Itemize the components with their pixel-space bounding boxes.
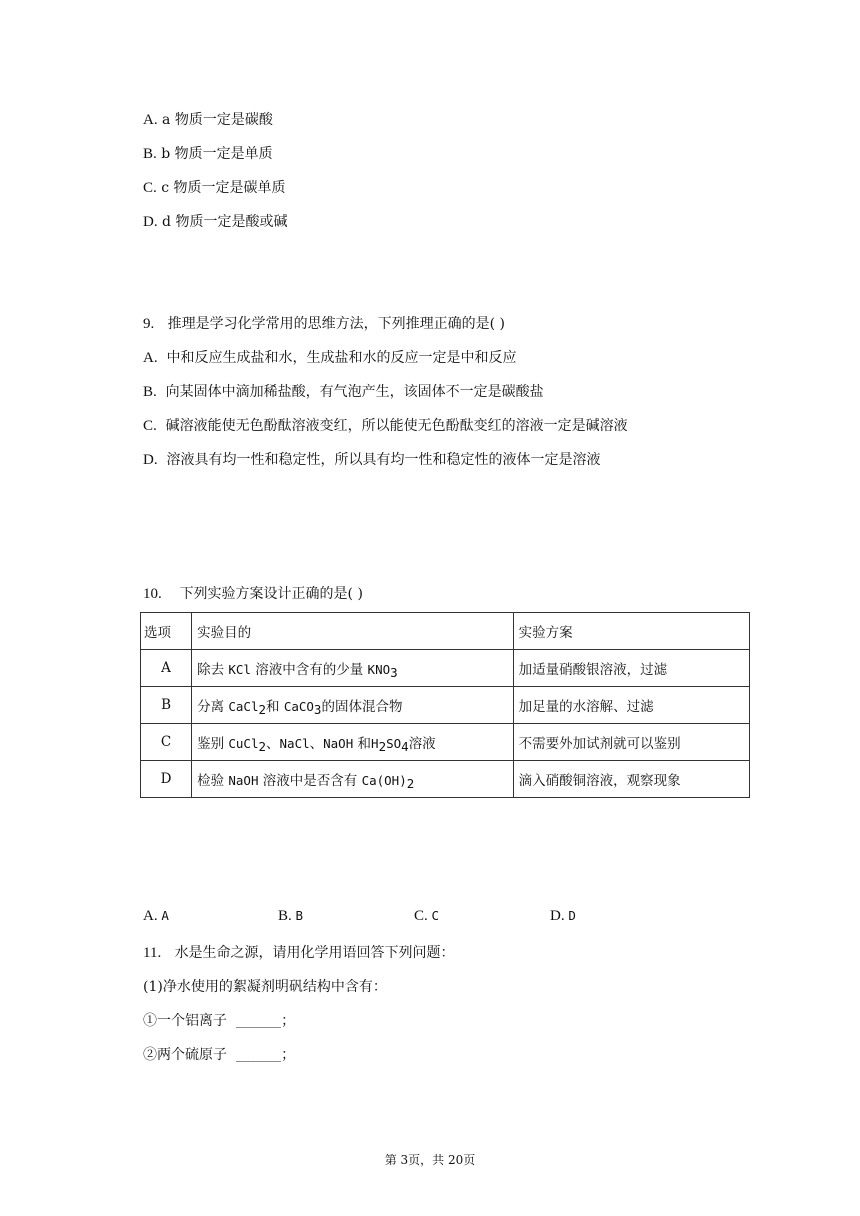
subscript: 3 [313, 702, 322, 717]
option-text: b 物质一定是单质 [161, 146, 273, 162]
purpose-fragment: H [371, 736, 379, 751]
q9-option-c [143, 416, 628, 436]
option-text: d 物质一定是酸或碱 [162, 214, 288, 230]
subscript: 2 [258, 739, 267, 754]
option-letter: D. [143, 214, 158, 230]
option-text: c 物质一定是碳单质 [161, 180, 286, 196]
answer-text: C [431, 908, 440, 923]
purpose-fragment: 和 [266, 699, 284, 715]
answer-letter: A. [143, 908, 158, 924]
answer-text: B [295, 908, 304, 923]
header-plan: 实验方案 [513, 613, 749, 650]
item-label: ①一个铝离子 [143, 1013, 227, 1029]
q8-option-b [143, 144, 273, 164]
purpose-fragment: 除去 [197, 662, 229, 678]
answer-letter: B. [278, 908, 292, 924]
subscript: 2 [378, 739, 387, 754]
q11-stem [143, 943, 455, 963]
header-option: 选项 [141, 613, 192, 650]
purpose-fragment: 溶液 [408, 736, 436, 752]
subscript: 3 [390, 665, 398, 680]
option-text: a 物质一定是碳酸 [162, 112, 273, 128]
purpose-fragment: NaOH [323, 736, 354, 751]
question-number: 10. [143, 586, 162, 602]
option-letter: A. [143, 112, 158, 128]
answer-text: A [161, 908, 169, 923]
subscript: 2 [406, 776, 415, 791]
q9-option-b [143, 382, 544, 402]
cell-purpose [192, 761, 514, 798]
q11-item-1 [143, 1011, 295, 1031]
item-end: ； [281, 1047, 296, 1063]
option-letter: B. [143, 384, 157, 400]
cell-option: C [141, 724, 192, 761]
cell-purpose [192, 650, 514, 687]
q9-stem [143, 314, 505, 334]
purpose-fragment: NaCl [279, 736, 310, 751]
item-label: ②两个硫原子 [143, 1047, 227, 1063]
answer-blank[interactable]: ______ [235, 1013, 282, 1028]
purpose-fragment: 的固体混合物 [321, 699, 403, 715]
table-row [141, 724, 750, 761]
question-stem: 下列实验方案设计正确的是( ) [179, 586, 363, 602]
purpose-fragment: SO [386, 736, 402, 751]
question-number: 9. [143, 316, 155, 332]
purpose-fragment: Ca(OH) [361, 773, 407, 788]
cell-plan: 加足量的水溶解、过滤 [513, 687, 749, 724]
purpose-fragment: 、 [309, 736, 324, 752]
q10-stem [143, 584, 363, 604]
q10-answer-a [143, 908, 169, 925]
purpose-fragment: KNO [367, 662, 391, 677]
experiment-table [140, 612, 750, 798]
question-stem: 推理是学习化学常用的思维方法，下列推理正确的是( ) [167, 316, 505, 332]
option-letter: B. [143, 146, 157, 162]
table-row [141, 761, 750, 798]
option-text: 溶液具有均一性和稳定性，所以具有均一性和稳定性的液体一定是溶液 [166, 452, 601, 468]
answer-letter: D. [550, 908, 565, 924]
cell-purpose [192, 724, 514, 761]
q11-sub1: (1)净水使用的絮凝剂明矾结构中含有： [143, 979, 387, 995]
table-row [141, 650, 750, 687]
q10-answer-d [550, 908, 576, 925]
q8-option-c [143, 178, 286, 198]
purpose-fragment: 检验 [197, 773, 229, 789]
question-stem: 水是生命之源，请用化学用语回答下列问题： [174, 945, 455, 961]
cell-plan: 不需要外加试剂就可以鉴别 [513, 724, 749, 761]
q9-option-d [143, 450, 601, 470]
answer-text: D [568, 908, 576, 923]
option-letter: D. [143, 452, 158, 468]
purpose-fragment: 溶液中含有的少量 [250, 662, 368, 678]
q8-option-a [143, 110, 273, 130]
answer-blank[interactable]: ______ [235, 1047, 282, 1062]
option-text: 碱溶液能使无色酚酞溶液变红，所以能使无色酚酞变红的溶液一定是碱溶液 [165, 418, 628, 434]
cell-purpose [192, 687, 514, 724]
q9-option-a [143, 348, 517, 368]
option-letter: A. [143, 350, 158, 366]
subscript: 2 [258, 702, 267, 717]
subscript: 4 [401, 739, 409, 754]
cell-option: A [141, 650, 192, 687]
q10-answer-c [414, 908, 439, 925]
table-row [141, 687, 750, 724]
page-footer: 第 3页，共 20页 [384, 1153, 476, 1167]
q8-option-d [143, 212, 287, 232]
purpose-fragment: CaCO [283, 699, 314, 714]
table-header-row [141, 613, 750, 650]
cell-option: D [141, 761, 192, 798]
purpose-fragment: 、 [266, 736, 280, 752]
purpose-fragment: CaCl [228, 699, 259, 714]
purpose-fragment: KCl [228, 662, 251, 677]
header-purpose: 实验目的 [192, 613, 514, 650]
purpose-fragment: 溶液中是否含有 [258, 773, 362, 789]
q11-item-2 [143, 1045, 295, 1065]
cell-plan: 滴入硝酸铜溶液，观察现象 [513, 761, 749, 798]
question-number: 11. [143, 945, 162, 961]
purpose-fragment: CuCl [228, 736, 259, 751]
option-text: 向某固体中滴加稀盐酸，有气泡产生，该固体不一定是碳酸盐 [165, 384, 544, 400]
option-letter: C. [143, 418, 157, 434]
purpose-fragment: 分离 [197, 699, 229, 715]
purpose-fragment: 和 [353, 736, 372, 752]
option-text: 中和反应生成盐和水，生成盐和水的反应一定是中和反应 [166, 350, 517, 366]
q10-answer-b [278, 908, 303, 925]
cell-option: B [141, 687, 192, 724]
purpose-fragment: 鉴别 [197, 736, 229, 752]
answer-letter: C. [414, 908, 428, 924]
item-end: ； [281, 1013, 296, 1029]
option-letter: C. [143, 180, 157, 196]
purpose-fragment: NaOH [228, 773, 259, 788]
cell-plan: 加适量硝酸银溶液，过滤 [513, 650, 749, 687]
